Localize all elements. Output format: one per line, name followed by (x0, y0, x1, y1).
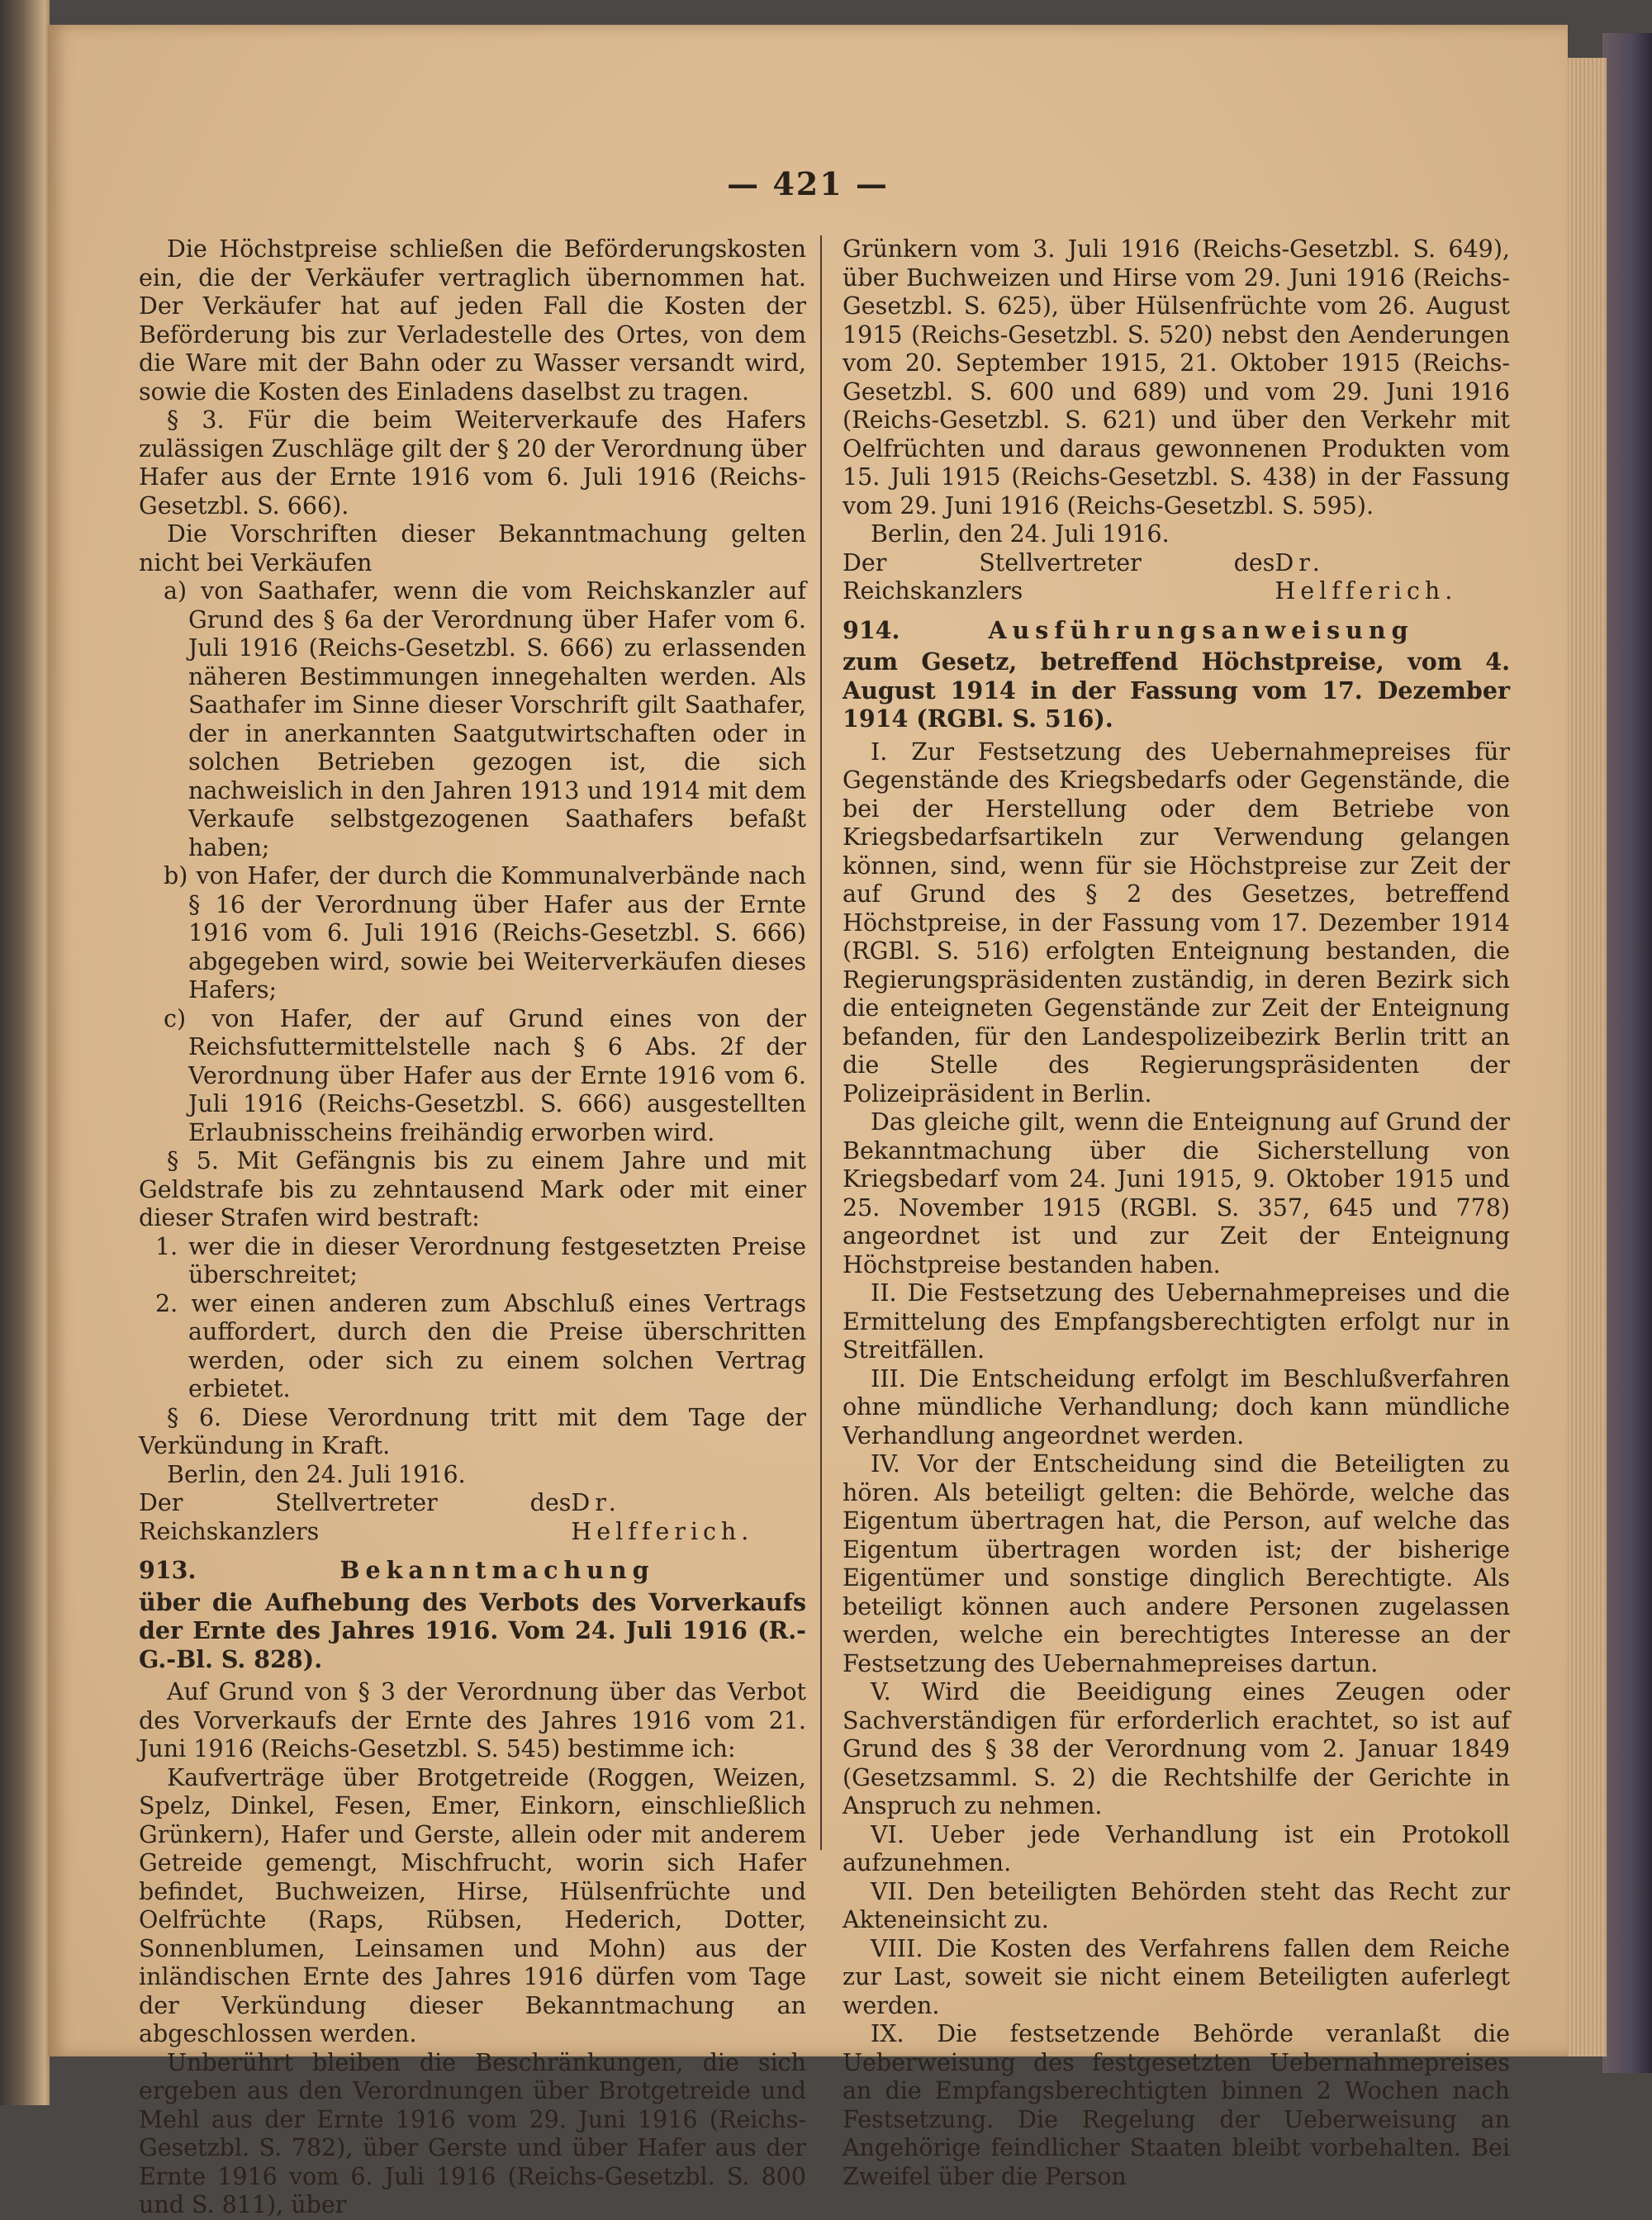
paragraph: Auf Grund von § 3 der Verordnung über das Verbot des Vorverkaufs der Ernte des Jahres 1916 vom 21. Juni 1916 (Reichs-Gesetzbl. S. 545) bestimme ich: (139, 1678, 806, 1762)
section-number: 913. (139, 1556, 197, 1584)
paragraph: Die Höchstpreise schließen die Beförderungskosten ein, die der Verkäufer vertraglich übernommen hat. Der Verkäufer hat auf jeden Fall die Kosten der Beförderung bis zur Verladestelle des Ortes, von dem die Ware mit der Bahn oder zu Wasser versandt wird, sowie die Kosten des Einladens daselbst zu tragen. (139, 235, 806, 406)
document-page (48, 25, 1568, 2218)
clause-9: IX. Die festsetzende Behörde veranlaßt die Ueberweisung des festgesetzten Uebernahmepreises an die Empfangsberechtigten binnen 2 Wochen nach Festsetzung. Die Regelung der Ueberweisung an Angehörige feindlicher Staaten bleibt vorbehalten. Bei Zweifel über die Person (843, 2020, 1510, 2190)
date-line: Berlin, den 24. Juli 1916. (871, 520, 1170, 548)
book-spine-left (0, 0, 50, 2105)
section-3: § 3. Für die beim Weiterverkaufe des Hafers zulässigen Zuschläge gilt der § 20 der Verordnung über Hafer aus der Ernte 1916 vom 6. Juli 1916 (Reichs-Gesetzbl. S. 666). (139, 406, 806, 519)
paragraph: Unberührt bleiben die Beschränkungen, die sich ergeben aus den Verordnungen über Brotgetreide und Mehl aus der Ernte 1916 vom 29. Juni 1916 (Reichs-Gesetzbl. S. 782), über Gerste und über Hafer aus der Ernte 1916 vom 6. Juli 1916 (Reichs-Gesetzbl. S. 800 und S. 811), über (139, 2048, 806, 2218)
signature-role: Der Stellvertreter des Reichskanzlers (843, 548, 1275, 605)
list-item-c: c) von Hafer, der auf Grund eines von der Reichsfuttermittelstelle nach § 6 Abs. 2f der Verordnung über Hafer aus der Ernte 1916 vom 6. Juli 1916 (Reichs-Gesetzbl. S. 666) ausgestellten Erlaubnisscheins freihändig erworben wird. (164, 1004, 806, 1146)
section-5: § 5. Mit Gefängnis bis zu einem Jahre und mit Geldstrafe bis zu zehntausend Mark oder mit einer dieser Strafen wird bestraft: (139, 1147, 806, 1231)
clause-7: VII. Den beteiligten Behörden steht das Recht zur Akteneinsicht zu. (843, 1877, 1510, 1933)
clause-1b: Das gleiche gilt, wenn die Enteignung auf Grund der Bekanntmachung über die Sicherstellung von Kriegsbedarf vom 24. Juni 1915, 9. Oktober 1915 und 25. November 1915 (RGBl. S. 357, 645 und 778) angeordnet ist und zur Zeit der Enteignung Höchstpreise bestanden haben. (843, 1108, 1510, 1278)
paragraph: Kaufverträge über Brotgetreide (Roggen, Weizen, Spelz, Dinkel, Fesen, Emer, Einkorn, einschließlich Grünkern), Hafer und Gerste, allein oder mit anderem Getreide gemengt, Mischfrucht, worin sich Hafer befindet, Buchweizen, Hirse, Hülsenfrüchte und Oelfrüchte (Raps, Rübsen, Hederich, Dotter, Sonnenblumen, Leinsamen und Mohn) aus der inländischen Ernte des Jahres 1916 dürfen vom Tage der Verkündung dieser Bekanntmachung an abgeschlossen werden. (139, 1763, 806, 2047)
book-cover-right (1602, 33, 1652, 2073)
clause-6: VI. Ueber jede Verhandlung ist ein Protokoll aufzunehmen. (843, 1820, 1510, 1876)
paragraph: Grünkern vom 3. Juli 1916 (Reichs-Gesetzbl. S. 649), über Buchweizen und Hirse vom 29. Juni 1916 (Reichs-Gesetzbl. S. 625), über Hülsenfrüchte vom 26. August 1915 (Reichs-Gesetzbl. S. 520) nebst den Aenderungen vom 20. September 1915, 21. Oktober 1915 (Reichs-Gesetzbl. S. 600 und 689) und vom 29. Juni 1916 (Reichs-Gesetzbl. S. 621) und über den Verkehr mit Oelfrüchten und daraus gewonnenen Produkten vom 15. Juli 1915 (Reichs-Gesetzbl. S. 438) in der Fassung vom 29. Juni 1916 (Reichs-Gesetzbl. S. 595). (843, 235, 1510, 519)
section-subtitle: zum Gesetz, betreffend Höchstpreise, vom 4. August 1914 in der Fassung vom 17. Dezember 1914 (RGBl. S. 516). (843, 648, 1510, 733)
section-6: § 6. Diese Verordnung tritt mit dem Tage der Verkündung in Kraft. (139, 1403, 806, 1459)
clause-2: II. Die Festsetzung des Uebernahmepreises und die Ermittelung des Empfangsberechtigten erfolgt nur in Streitfällen. (843, 1279, 1510, 1364)
list-item-a: a) von Saathafer, wenn die vom Reichskanzler auf Grund des § 6a der Verordnung über Hafer vom 6. Juli 1916 (Reichs-Gesetzbl. S. 666) zu erlassenden näheren Bestimmungen innegehalten werden. Als Saathafer im Sinne dieser Vorschrift gilt Saathafer, der in anerkannten Saatgutwirtschaften oder in solchen Betrieben gezogen ist, die sich nachweislich in den Jahren 1913 und 1914 mit dem Verkaufe selbstgezogenen Saathafers befaßt haben; (164, 577, 806, 861)
signature-name: Dr. Helfferich. (571, 1489, 754, 1545)
page-number: — 421 — (727, 165, 889, 202)
page-edges (1561, 58, 1607, 2056)
clause-3: III. Die Entscheidung erfolgt im Beschlußverfahren ohne mündliche Verhandlung; doch kann mündliche Verhandlung angeordnet werden. (843, 1364, 1510, 1449)
signature-line (139, 1489, 806, 1546)
clause-1: I. Zur Festsetzung des Uebernahmepreises für Gegenstände des Kriegsbedarfs oder Gegenstände, die bei der Herstellung oder dem Betriebe von Kriegsbedarfsartikeln zur Verwendung gelangen können, sind, wenn für sie Höchstpreise zur Zeit der auf Grund des § 2 des Gesetzes, betreffend Höchstpreise, in der Fassung vom 17. Dezember 1914 (RGBl. S. 516) erfolgten Enteignung bestanden, die Regierungspräsidenten zuständig, in deren Bezirk sich die enteigneten Gegenstände zur Zeit der Enteignung befanden, für den Landespolizeibezirk Berlin tritt an die Stelle des Regierungspräsidenten der Polizeipräsident in Berlin. (843, 738, 1510, 1108)
signature-name: Dr. Helfferich. (1275, 548, 1458, 605)
heading-914 (843, 616, 1510, 645)
left-column (139, 235, 806, 2220)
date-line: Berlin, den 24. Juli 1916. (167, 1460, 466, 1488)
column-divider (820, 235, 822, 1850)
numbered-item-1: 1. wer die in dieser Verordnung festgesetzten Preise überschreitet; (155, 1232, 806, 1288)
numbered-item-2: 2. wer einen anderen zum Abschluß eines Vertrags auffordert, durch den die Preise überschritten werden, oder sich zu einem solchen Vertrag erbietet. (155, 1289, 806, 1402)
clause-8: VIII. Die Kosten des Verfahrens fallen dem Reiche zur Last, soweit sie nicht einem Beteiligten auferlegt werden. (843, 1934, 1510, 2019)
paragraph: Die Vorschriften dieser Bekanntmachung gelten nicht bei Verkäufen (139, 520, 806, 576)
section-title: Bekanntmachung (339, 1556, 655, 1584)
section-number: 914. (843, 615, 900, 644)
list-item-b: b) von Hafer, der durch die Kommunalverbände nach § 16 der Verordnung über Hafer aus der Ernte 1916 vom 6. Juli 1916 (Reichs-Gesetzbl. S. 666) abgegeben wird, sowie bei Weiterverkäufen dieses Hafers; (164, 862, 806, 1003)
heading-913 (139, 1556, 806, 1585)
section-title: Ausführungsanweisung (988, 615, 1414, 644)
signature-line (843, 549, 1510, 606)
right-column (843, 235, 1510, 2191)
section-subtitle: über die Aufhebung des Verbots des Vorverkaufs der Ernte des Jahres 1916. Vom 24. Juli 1916 (R.-G.-Bl. S. 828). (139, 1587, 806, 1673)
clause-5: V. Wird die Beeidigung eines Zeugen oder Sachverständigen für erforderlich erachtet, so ist auf Grund des § 38 der Verordnung vom 2. Januar 1849 (Gesetzsamml. S. 2) die Rechtshilfe der Gerichte in Anspruch zu nehmen. (843, 1678, 1510, 1819)
clause-4: IV. Vor der Entscheidung sind die Beteiligten zu hören. Als beteiligt gelten: die Behörde, welche das Eigentum übertragen hat, die Person, auf welche das Eigentum übertragen worden ist; der bisherige Eigentümer und sonstige dinglich Berechtigte. Als beteiligt können auch andere Personen zugelassen werden, welche ein berechtigtes Interesse an der Festsetzung des Uebernahmepreises dartun. (843, 1450, 1510, 1677)
signature-role: Der Stellvertreter des Reichskanzlers (139, 1489, 572, 1545)
